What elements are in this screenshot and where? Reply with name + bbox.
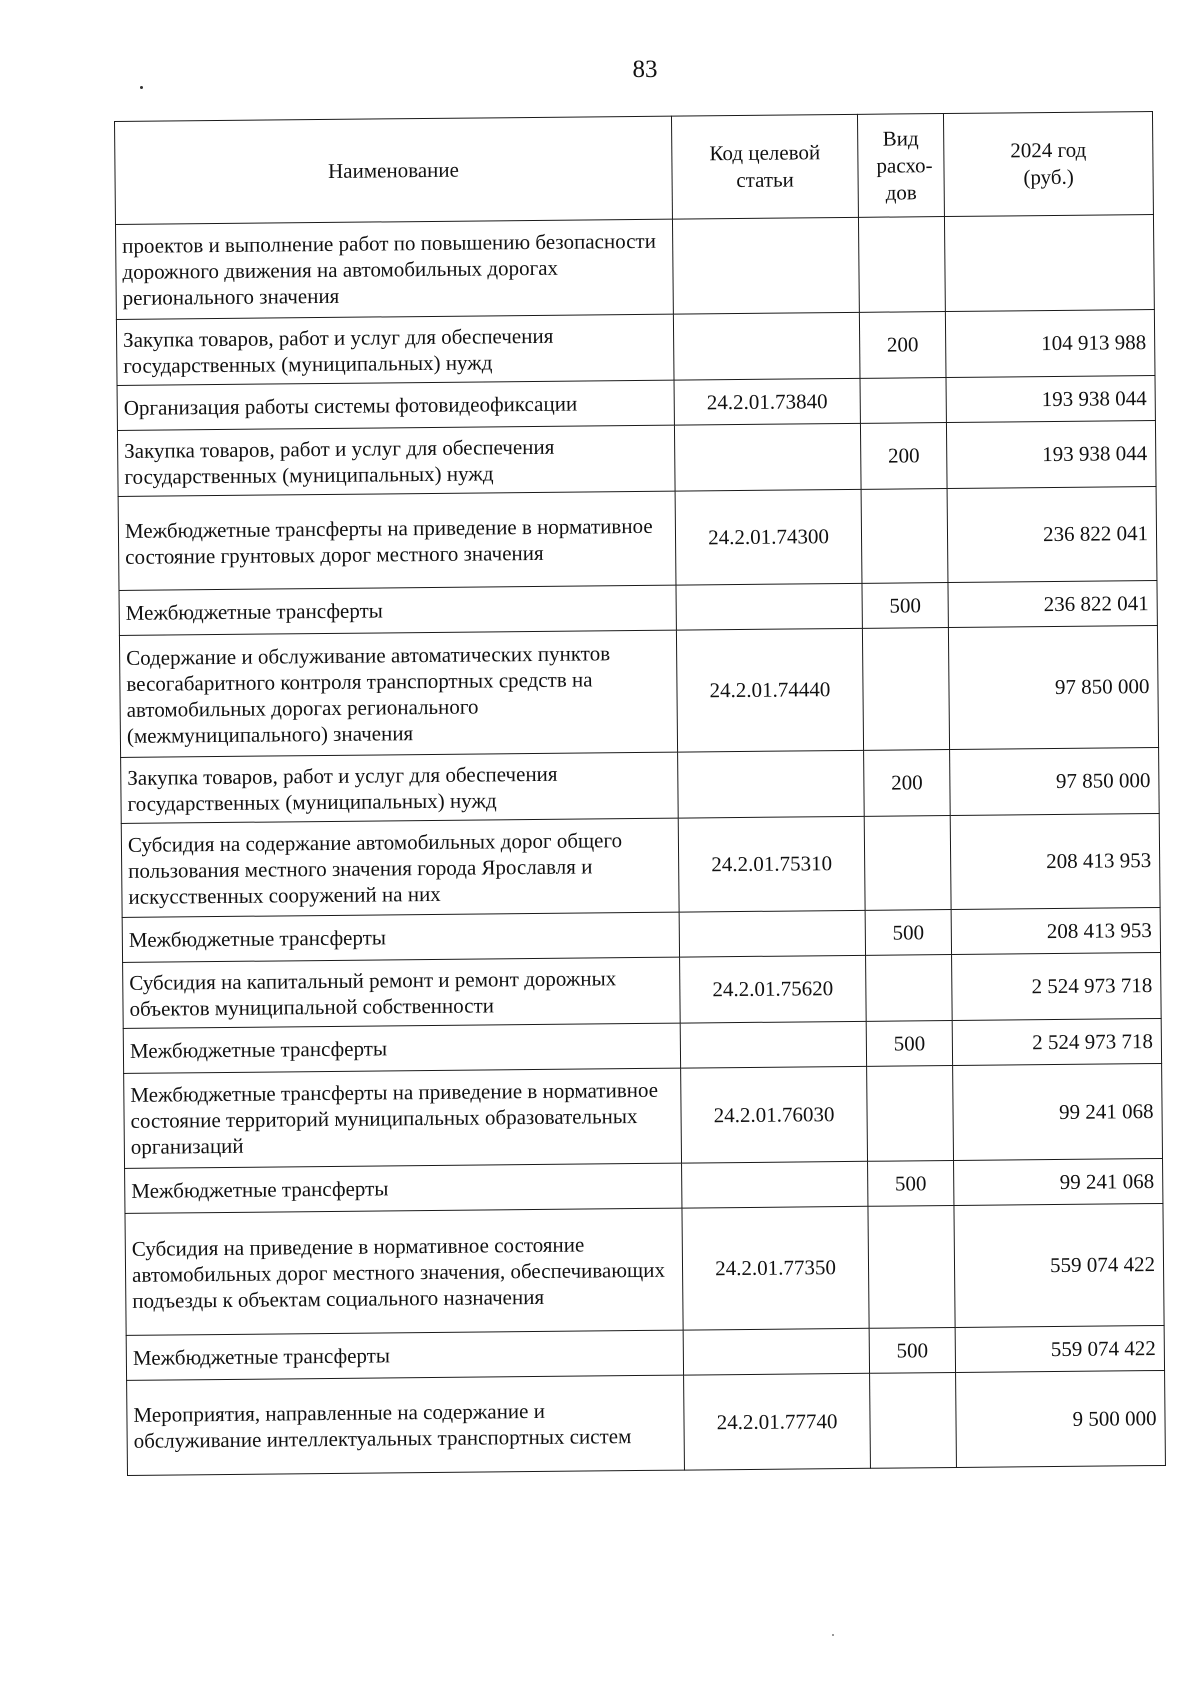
budget-table xyxy=(114,111,1166,1476)
table-row xyxy=(124,1063,1163,1168)
row-code xyxy=(676,583,862,630)
row-kind: 200 xyxy=(859,312,946,379)
row-code xyxy=(672,217,859,314)
row-amount: 193 938 044 xyxy=(946,376,1155,423)
row-amount: 104 913 988 xyxy=(945,310,1155,378)
row-name: Межбюджетные трансферты xyxy=(122,912,679,962)
header-code-text: Код целевой статьи xyxy=(709,140,821,193)
row-code: 24.2.01.74440 xyxy=(676,628,863,752)
row-kind: 500 xyxy=(862,583,948,629)
row-amount: 559 074 422 xyxy=(955,1325,1164,1372)
row-code xyxy=(682,1161,868,1208)
row-amount: 97 850 000 xyxy=(948,626,1158,750)
row-name: Межбюджетные трансферты xyxy=(126,1330,683,1380)
row-kind xyxy=(860,378,946,424)
row-amount: 2 524 973 718 xyxy=(952,952,1162,1020)
row-amount: 236 822 041 xyxy=(948,581,1157,628)
table-body xyxy=(115,215,1165,1476)
row-name: Содержание и обслуживание автоматических пунктов весогабаритного контроля транспортных средств на автомобильных дорогах регионального (межмуниципального) значения xyxy=(119,630,677,757)
row-kind xyxy=(870,1372,957,1468)
row-amount: 97 850 000 xyxy=(950,748,1160,816)
row-code: 24.2.01.77740 xyxy=(684,1373,871,1470)
row-name: Закупка товаров, работ и услуг для обеспечения государственных (муниципальных) нужд xyxy=(117,425,675,496)
row-kind xyxy=(866,954,953,1021)
row-name: Межбюджетные трансферты xyxy=(119,585,676,635)
table-row xyxy=(121,748,1160,824)
row-kind xyxy=(862,628,949,751)
row-code xyxy=(679,910,865,957)
row-kind: 500 xyxy=(869,1327,955,1373)
header-kind-text: Вид расхо-дов xyxy=(876,125,933,205)
row-kind xyxy=(868,1205,955,1328)
header-kind xyxy=(857,114,944,218)
row-code: 24.2.01.76030 xyxy=(681,1066,868,1163)
row-amount: 559 074 422 xyxy=(954,1203,1164,1327)
table-row xyxy=(123,952,1162,1028)
row-code xyxy=(683,1328,869,1375)
row-code: 24.2.01.77350 xyxy=(682,1206,869,1330)
scan-speck xyxy=(140,86,143,89)
row-code: 24.2.01.75620 xyxy=(680,955,867,1023)
row-amount: 2 524 973 718 xyxy=(952,1018,1161,1065)
row-kind xyxy=(864,816,951,911)
table-row xyxy=(119,626,1158,758)
row-amount: 99 241 068 xyxy=(953,1063,1163,1160)
table-row xyxy=(121,813,1160,917)
header-name: Наименование xyxy=(115,116,673,224)
row-name: Субсидия на содержание автомобильных дорог общего пользования местного значения города Ярославля и искусственных сооружений на них xyxy=(121,818,679,917)
row-code xyxy=(680,1021,866,1068)
scan-speck xyxy=(832,1634,834,1636)
row-name: Межбюджетные трансферты xyxy=(123,1023,680,1073)
row-kind xyxy=(861,489,948,584)
row-amount xyxy=(944,215,1154,312)
row-kind: 500 xyxy=(868,1160,954,1206)
table-row xyxy=(116,310,1155,386)
row-code xyxy=(674,423,861,491)
row-amount: 99 241 068 xyxy=(954,1158,1163,1205)
row-name: Межбюджетные трансферты на приведение в нормативное состояние территорий муниципальных образовательных организаций xyxy=(124,1068,682,1168)
row-code: 24.2.01.73840 xyxy=(674,378,860,425)
row-name: проектов и выполнение работ по повышению безопасности дорожного движения на автомобильных дорогах регионального значения xyxy=(115,219,673,319)
table-row xyxy=(125,1203,1164,1335)
row-amount: 208 413 953 xyxy=(951,907,1160,954)
table-row xyxy=(117,421,1156,497)
row-code: 24.2.01.75310 xyxy=(678,816,865,912)
header-code xyxy=(671,114,858,219)
row-name: Организация работы системы фотовидеофиксации xyxy=(117,380,674,430)
row-name: Закупка товаров, работ и услуг для обеспечения государственных (муниципальных) нужд xyxy=(116,314,674,385)
page-number: 83 xyxy=(632,56,658,83)
row-name: Межбюджетные трансферты на приведение в нормативное состояние грунтовых дорог местного значения xyxy=(118,491,676,590)
table-row xyxy=(127,1370,1166,1475)
row-code xyxy=(673,312,860,380)
row-name: Субсидия на капитальный ремонт и ремонт дорожных объектов муниципальной собственности xyxy=(123,957,681,1028)
row-code: 24.2.01.74300 xyxy=(675,489,862,585)
row-kind xyxy=(858,217,945,313)
row-name: Мероприятия, направленные на содержание и обслуживание интеллектуальных транспортных систем xyxy=(127,1375,685,1475)
row-code xyxy=(678,750,865,818)
row-kind: 200 xyxy=(864,750,951,817)
row-kind: 200 xyxy=(860,423,947,490)
header-year-text: 2024 год (руб.) xyxy=(1010,137,1087,190)
row-name: Межбюджетные трансферты xyxy=(125,1163,682,1213)
table-row xyxy=(118,487,1157,591)
row-kind: 500 xyxy=(866,1020,952,1066)
row-name: Субсидия на приведение в нормативное состояние автомобильных дорог местного значения, обеспечивающих подъезды к объектам социального назначения xyxy=(125,1208,683,1335)
row-name: Закупка товаров, работ и услуг для обеспечения государственных (муниципальных) нужд xyxy=(121,752,679,823)
table-header-row xyxy=(115,112,1154,225)
row-kind xyxy=(867,1065,954,1161)
header-year xyxy=(943,112,1153,217)
row-amount: 9 500 000 xyxy=(956,1370,1166,1467)
row-kind: 500 xyxy=(865,910,951,956)
row-amount: 208 413 953 xyxy=(950,813,1160,909)
row-amount: 193 938 044 xyxy=(946,421,1156,489)
table-row xyxy=(115,215,1154,320)
row-amount: 236 822 041 xyxy=(947,487,1157,583)
